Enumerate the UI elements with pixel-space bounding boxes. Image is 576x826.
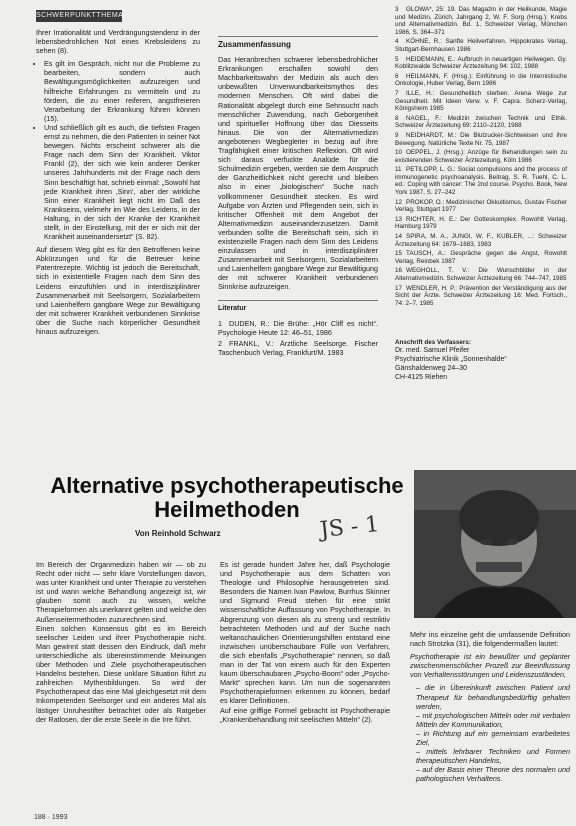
definition-bullet-text: mit psychologischen Mitteln oder mit verbalen Mitteln der Kommunikation,: [416, 710, 570, 729]
reference-item: [395, 38, 567, 53]
definition-quote: Psychotherapie ist ein bewußter und geplanter zwischenmenschlicher Prozeß zur Beeinflussung von Verhaltensstörungen und Leidenszuständen,: [410, 652, 570, 680]
definition-bullet-text: auf der Basis einer Theorie des normalen und pathologischen Verhaltens.: [416, 765, 570, 784]
reference-text: FRANKL, V.: Ärztliche Seelsorge. Fischer Taschenbuch Verlag, Frankfurt/M. 1983: [218, 338, 378, 357]
left-bullet-2: • Und schließlich gilt es auch, die tiefsten Fragen ernst zu nehmen, die den Patienten in seiner Not bewegen. Nichts erscheint schwerer als die Frage nach dem Sinn der Krankheit. Viktor Frankl (2), der sich wie kein anderer Denker unseres Jahrhunderts mit der Frage nach dem Sinn beschäftigt hat, schrieb einmal: „Sowohl hat jede Krankheit ihren ‚Sinn‘, aber der wirkliche Sinn einer Krankheit liegt nicht im Daß des Krankseins, vielmehr im Wie des Leidens, in der Haltung, in der sich der Kranke der Krankheit stellt, in der Einstellung, mit der er sich mit der Krankheit auseinandersetzt“ (S. 82).: [44, 123, 200, 241]
address-line: Gänshaldenweg 24–30: [395, 365, 468, 373]
address-line: CH-4125 Riehen: [395, 374, 448, 382]
definition-bullet-text: in Richtung auf ein gemeinsam erarbeitetes Ziel,: [416, 728, 570, 748]
definition-bullet: – mittels lehrbarer Techniken und Formen therapeutischen Handelns,: [416, 747, 570, 766]
reference-item: [395, 233, 567, 248]
left-paragraph-2: Auf diesem Weg gibt es für den Betroffenen keine Abkürzungen und für die Betreuer keine Patentrezepte. Wichtig ist jedoch die Bereitschaft, sich in existentielle Fragen nach dem Sinn des Leidens einzufühlen und in interdisziplinärer Zusammenarbeit mit Seelsorgern, Sozialarbeitern und Laienhelfern gangbare Wege zur Bewältigung der mit schwerer Krankheit verbundenen Sinnkrise über die Suche nach körperlicher Gesundheit hinaus aufzuzeigen.: [36, 245, 200, 336]
reference-item: [395, 267, 567, 282]
reference-text: WENDLER, H. P.: Prävention der Verständigung aus der Sicht der Ärzte. Schweizer Ärztezeitung 16: Med. Fortsch., 74: 2–7, 1985: [395, 284, 567, 307]
reference-item: [218, 319, 378, 337]
reference-text: HEILMANN, F. (Hrsg.): Einführung in die Internistische Onkologie, Huber Verlag, Bern 1986: [395, 72, 567, 88]
address-line: Dr. med. Samuel Pfeifer: [395, 347, 470, 355]
address-line: Psychiatrische Klinik „Sonnenhalde“: [395, 356, 507, 364]
definition-bullet: – mit psychologischen Mitteln oder mit verbalen Mitteln der Kommunikation,: [416, 710, 570, 729]
reference-number: 8: [395, 114, 399, 122]
reference-number: 3: [395, 6, 399, 13]
article-column-3: [410, 630, 570, 784]
reference-text: PROKOP, O.: Medizinischer Okkultismus, Gustav Fischer Verlag, Stuttgart 1977: [395, 198, 567, 214]
reference-item: [395, 6, 567, 36]
reference-number: 9: [395, 131, 399, 139]
reference-number: 14: [395, 233, 403, 241]
reference-item: [395, 166, 567, 196]
definition-bullet: – auf der Basis einer Theorie des normalen und pathologischen Verhaltens.: [416, 765, 570, 784]
middle-column: [218, 36, 378, 359]
reference-number: 1: [218, 318, 222, 328]
address-heading: Anschrift des Verfassers:: [395, 338, 471, 346]
summary-rule: [218, 36, 378, 37]
page-footer: 188 · 1993: [34, 814, 68, 821]
left-paragraph-1: Ihrer Irrationalität und Verdrängungstendenz in der lebensbedrohlichen Not eines Krebsleidens zu sehen (8).: [36, 28, 200, 56]
reference-item: [395, 216, 567, 231]
article-title-line-2: Heilmethoden: [154, 497, 300, 522]
reference-text: HEIDEMANN, E.: Aufbruch in neuartigen Heilwegen. Gy. Koblitzwalde Schweizer Ärztezeitung 94: 102, 1988: [395, 55, 567, 71]
reference-text: OEPPEL, J. (Hrsg.): Anzüge für Behandlungen sein zu existierenden Schweizer Ärztezeitung, Köln 1986: [395, 149, 567, 164]
summary-heading: Zusammenfassung: [218, 40, 291, 49]
article-title-line-1: Alternative psychotherapeutische: [50, 473, 404, 498]
definition-bullet-text: mittels lehrbarer Techniken und Formen therapeutischen Handelns,: [416, 747, 570, 766]
section-tag: SCHWERPUNKTTHEMA: [36, 10, 122, 22]
reference-number: 16: [395, 267, 403, 275]
reference-item: [395, 285, 567, 308]
reference-item: [395, 199, 567, 214]
reference-item: [395, 250, 567, 265]
handwritten-mark: JS - 1: [318, 511, 381, 544]
reference-item: [395, 319, 567, 327]
reference-number: 17: [395, 284, 403, 292]
definition-bullets: [410, 683, 570, 783]
left-bullets: [36, 59, 200, 241]
reference-item: [395, 309, 567, 317]
article-column-2: Es ist gerade hundert Jahre her, daß Psychologie und Psychotherapie aus dem Schatten von Theologie und Philosophie herausgetreten sind. Besonders die Namen Ivan Pawlow, Burrhus Skinner und Sigmund Freud stehen für eine strikt wissenschaftliche Auffassung von Psychotherapie. In Abgrenzung von diesen als zu streng und restriktiv betrachteten Methoden und auf der Suche nach weltanschaulichen Orientierungshilfen entstand eine inzwischen unüberschaubare Fülle von Verfahren, die sich ebenfalls „Psychotherapie“ nennen, so daß man in der Tat von einem auch für den Experten kaum überschaubaren „Psycho-Boom“ oder „Psycho-Markt“ sprechen kann. Um nun die sogenannten Psychotherapieformen erkennen zu können, bedarf es klarer Definitionen. Auf eine griffige Formel gebracht ist Psychotherapie „Krankenbehandlung mit seelischen Mitteln“ (2).: [220, 560, 390, 724]
definition-bullet: – die in Übereinkunft zwischen Patient und Therapeut für behandlungsbedürftig gehalten werden,: [416, 683, 571, 711]
reference-number: 6: [395, 72, 399, 80]
reference-number: 4: [395, 38, 399, 46]
reference-number: 12: [395, 198, 403, 206]
definition-bullet: – in Richtung auf ein gemeinsam erarbeitetes Ziel,: [416, 728, 570, 748]
literature-list: [218, 319, 378, 357]
reference-number: 7: [395, 89, 399, 97]
reference-text: PETILOPP, L. G.: Social compulsions and the process of immunogenetic psychoanalysis. Beitrag, S. R. Tuehl, C. L. ed.: Coping with cancer: The 2nd course. Psycho. Book, New York 1987, S. 27–242: [395, 166, 567, 197]
reference-item: [395, 73, 567, 88]
reference-item: [218, 339, 378, 357]
reference-number: 10: [395, 149, 403, 157]
reference-text: ILLE, H.: Gesundheitlich sterben. Arena Wege zur Gesundheit. Mit Ideen Verw. v. F. Capra. Scherz-Verlag, Königsheim 1985: [395, 89, 567, 113]
reference-text: RICHTER, H. E.: Der Gotteskomplex. Rowohlt Verlag, Hamburg 1979: [395, 215, 567, 231]
reference-number: 2: [218, 338, 222, 348]
definition-intro: Mehr ins einzelne geht die umfassende Definition nach Strotzka (31), die folgendermaßen lautet:: [410, 630, 570, 649]
article-column-1: Im Bereich der Organmedizin haben wir — ob zu Recht oder nicht — sehr klare Vorstellungen davon, was unter Krankheit und unter Therapie zu verstehen ist und wann welche Behandlung angezeigt ist, wir glauben somit auch zu wissen, welche Therapieformen als unerkannt gelten und welche den Außenseitermethoden zuzurechnen sind. Einen solchen Konsensus gibt es im Bereich seelischer Leiden und ihrer Psychotherapie nicht. Man gewinnt statt dessen den Eindruck, daß mehr unterschiedliche als übereinstimmende Meinungen über Methoden und Ziele psychotherapeutischen Handelns bestehen. Diese unklare Situation führt zu zahlreichen Mythenbildungen. So wird der Psychotherapeut das eine Mal gleichgesetzt mit dem Inkompetenden Seelsorger und ein anderes Mal als lästiger Unruhestifter betrachtet oder als Ratgeber der Ratlosen, der die erste Seele in die Irre führt.: [36, 560, 206, 724]
reference-item: [395, 132, 567, 147]
reference-item: [395, 115, 567, 130]
article-author: Von Reinhold Schwarz: [135, 529, 221, 538]
reference-text: SPIRA, M. A., JUNGI, W. F., KUBLER, ...: Schweizer Ärztezeitung 64: 1679–1683, 1983: [395, 233, 567, 248]
references-continued: [395, 6, 567, 327]
reference-number: 13: [395, 215, 403, 223]
summary-text: Das Heranbrechen schwerer lebensbedrohlicher Erkrankungen erschallen sowohl den Machbarkeitswahn der Medizin als auch den unbewußten Unverwundbarkeitsmythos des modernen Menschen. Oft wird dabei die Rationalität abgelegt durch eine Sehnsucht nach menschlicher Zuwendung, nach Geborgenheit und spiritueller Hoffnung über das Diesseits hinaus. Die von der Alternativmedizin angebotenen Wegbegleiter in bezug auf ihre Tragfähigkeit einer kritischen Reflexion. Oft wird sich daraus verfuckte Analüde für die Schulmedizin ergeben, werden sie dem Anspruch der Ganzheitlichkeit nicht gerecht und bleiben also in einer „biologischen“ Suche nach vollkommener Gesundheit stecken. Es wird Aufgabe von Ärzten und Pflegenden sein, sich in kritischer Offenheit mit dem Angebot der Alternativmedizin auseinanderzusetzen. Damit verbunden sollte die Bereitschaft sein, sich in existenzielle Fragen nach dem Sinn des Leidens einzulassen und in interdisziplinärer Zusammenarbeit mit Seelsorgern, Sozialarbeitern und Laienhelfern gangbare Wege zur Bewältigung der mit schwerer Krankheit verbundenen Sinnkrise aufzuzeigen.: [218, 55, 378, 292]
reference-item: [395, 90, 567, 113]
reference-text: TAUSCH, A.: Gespräche gegen die Angst, Rowohlt Verlag, Reinbek 1987: [395, 250, 567, 265]
reference-item: [395, 56, 567, 71]
right-column: [395, 6, 567, 382]
address-block: [395, 346, 567, 382]
reference-text: KÖHNE, R.: Sanfte Heilverfahren. Hippokrates Verlag, Stuttgart-Bernhausen 1986: [395, 38, 567, 53]
reference-number: 11: [395, 166, 402, 174]
definition-bullet-text: die in Übereinkunft zwischen Patient und Therapeut für behandlungsbedürftig gehalten werden,: [416, 683, 571, 711]
reference-text: NAGEL, F.: Medizin zwischen Technik und Ethik. Schweizer Ärztezeitung 69: 2110–2120, 1988: [395, 114, 567, 130]
left-column: [36, 28, 200, 340]
reference-text: DUDEN, R.: Die Brühe: „Hör Cliff es nicht“. Psychologie Heute 12: 46–51, 1986: [218, 318, 378, 337]
author-photo: [414, 470, 576, 618]
reference-item: [395, 149, 567, 164]
reference-number: 5: [395, 55, 399, 63]
reference-number: 15: [395, 250, 403, 258]
author-photo-image: [414, 470, 576, 618]
reference-text: GLOWA*, 25: 19. Das Magazin in der Heilkunde, Magie und Medizin, Zürich, Jahrgang 2, W. F. Sorg (Hrsg.): Krebs und Alternativmedizin. Bd. 1, Schweizer Verlag, München 1986, S. 364–371: [395, 6, 567, 36]
reference-text: NEIDHARDT, M.: Die Blutzucker-Sichtweisen und ihre Bewegung. Natürliche Texte Nr. 75, 1987: [395, 131, 567, 147]
literature-heading: Literatur: [218, 304, 247, 312]
reference-text: WEGHOLL, T. V.: Die Wunschbilder in der Alternativmedizin. Schweizer Ärztezeitung 66: 744–747, 1985: [395, 267, 567, 282]
left-bullet-1: • Es gilt im Gespräch, nicht nur die Probleme zu bearbeiten, sondern auch Bewältigungsmöglichkeiten aufzuzeigen und hilfreiche Erfahrungen zu vermitteln und zu fördern, die zu einer reiferen, angstfreieren Verarbeitung der Erkrankung führen können (15).: [44, 59, 200, 123]
literature-rule: [218, 300, 378, 301]
